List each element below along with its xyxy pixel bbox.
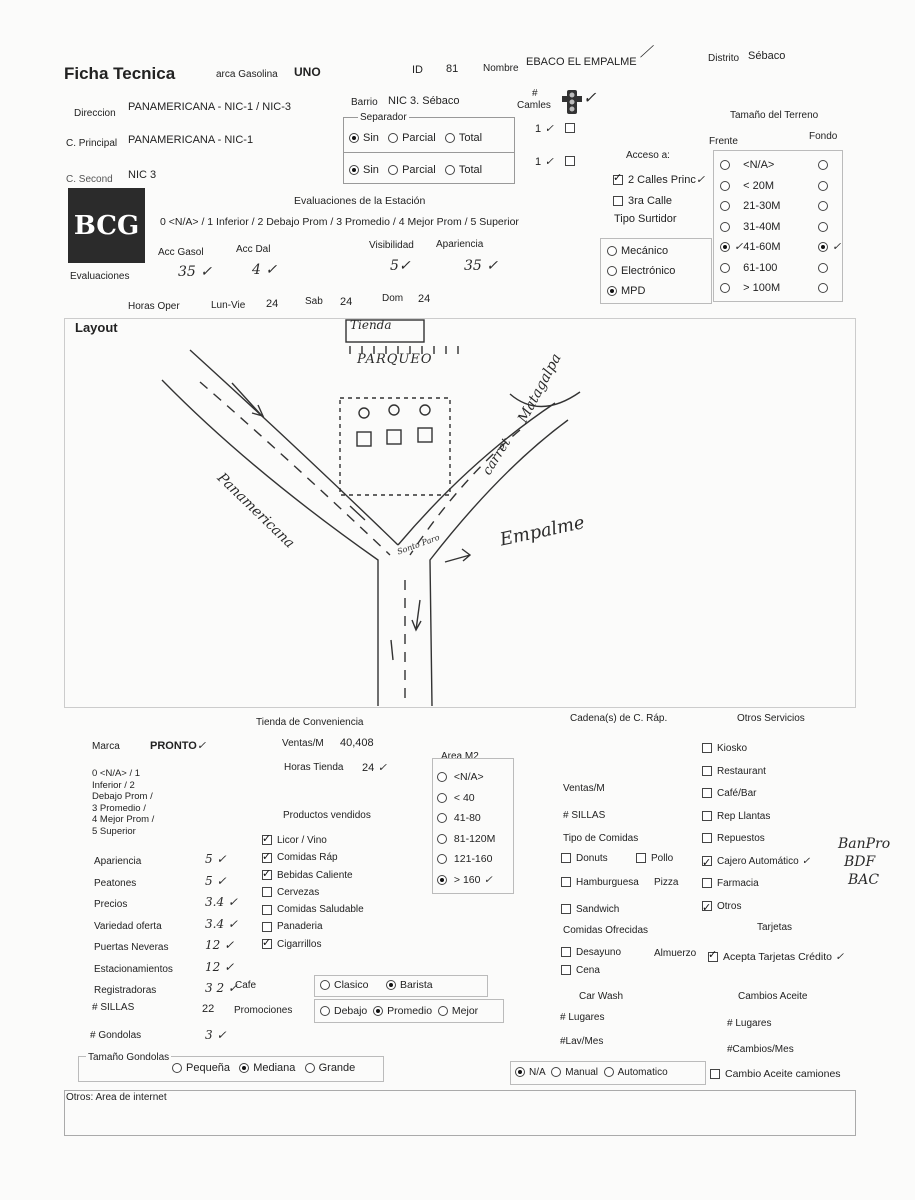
apariencia-label: Apariencia — [436, 239, 484, 250]
wash-na[interactable]: N/A — [515, 1067, 546, 1078]
id-label: ID — [412, 64, 423, 76]
page-title: Ficha Tecnica — [64, 64, 176, 83]
tipo-donuts[interactable]: Donuts — [561, 853, 608, 864]
fondo-radio[interactable]: ✓ — [818, 237, 841, 258]
tamano-mediana[interactable]: Mediana — [239, 1062, 295, 1074]
carretera-label: carret — [480, 435, 515, 478]
matagalpa-label: Matagalpa — [515, 351, 565, 426]
direccion-value: PANAMERICANA - NIC-1 / NIC-3 — [128, 101, 291, 113]
tienda-ratings-values: 5 ✓ 5 ✓ 3.4 ✓ 3.4 ✓ 12 ✓ 12 ✓ 3 2 ✓ — [205, 852, 238, 995]
area-option[interactable]: 81-120M — [437, 829, 495, 850]
evaluaciones-title: Evaluaciones de la Estación — [294, 195, 426, 207]
marca-label: arca Gasolina — [216, 69, 278, 80]
servicio-item[interactable]: Kiosko — [702, 738, 810, 761]
sep-parcial-1[interactable]: Parcial — [388, 132, 436, 144]
cafe-barista[interactable]: Barista — [386, 979, 433, 991]
sep-sin-1[interactable]: Sin — [349, 132, 379, 144]
area-option[interactable]: < 40 — [437, 788, 495, 809]
terreno-row[interactable]: > 100M — [720, 278, 781, 299]
tienda-marca-value: PRONTO✓ — [150, 739, 207, 752]
aceite-lugares: # Lugares — [727, 1018, 772, 1029]
visibilidad-label: Visibilidad — [369, 240, 414, 251]
servicio-item[interactable]: Restaurant — [702, 761, 810, 784]
tipo-hamburguesa[interactable]: Hamburguesa — [561, 877, 639, 888]
producto-item[interactable]: ✓Licor / Vino — [262, 832, 364, 849]
tipo-pollo[interactable]: Pollo — [636, 853, 673, 864]
acc-dal-value: 4 ✓ — [252, 262, 278, 278]
rating-label: Puertas Neveras — [94, 942, 169, 953]
comida-almuerzo: Almuerzo — [654, 948, 697, 959]
lunvie-value: 24 — [266, 298, 279, 310]
tamano-options — [172, 1062, 355, 1074]
surtidor-mpd[interactable]: MPD — [607, 285, 645, 297]
tienda-marca-label: Marca — [92, 741, 120, 752]
rating-value: 5 — [205, 873, 213, 888]
sillas-value: 22 — [202, 1003, 215, 1015]
marca-value: UNO — [294, 65, 321, 79]
horas-tienda-value: 24 ✓ — [362, 761, 387, 774]
sep-total-2[interactable]: Total — [445, 164, 482, 176]
tamano-gondolas-label: Tamaño Gondolas — [88, 1052, 170, 1063]
rating-label: Precios — [94, 899, 128, 910]
promo-promedio[interactable]: Promedio — [373, 1005, 432, 1017]
otros-title: Otros Servicios — [737, 713, 805, 724]
sillas-label: # SILLAS — [92, 1002, 135, 1013]
dom-label: Dom — [382, 293, 404, 304]
bank-list: BanPro BDF BAC — [838, 836, 891, 888]
servicio-item[interactable]: Farmacia — [702, 873, 810, 896]
distrito-label: Distrito — [708, 53, 740, 64]
principal-label: C. Principal — [66, 138, 118, 149]
tienda-label: Tienda — [350, 318, 392, 332]
dom-value: 24 — [418, 293, 431, 305]
servicio-item[interactable]: Rep Llantas — [702, 806, 810, 829]
comida-desayuno[interactable]: Desayuno — [561, 947, 621, 958]
gondolas-label: # Gondolas — [90, 1030, 142, 1041]
area-options — [437, 767, 495, 890]
ventas-label: Ventas/M — [282, 738, 324, 749]
acc-gasol-value: 35 ✓ — [178, 264, 213, 280]
bcg-logo: BCG — [68, 188, 145, 263]
terreno-row[interactable]: 61-100 — [720, 258, 781, 279]
rating-label: Estacionamientos — [94, 963, 173, 975]
terreno-frente: Frente — [709, 136, 738, 147]
rating-label: Peatones — [94, 877, 137, 889]
producto-item[interactable]: Cervezas — [262, 884, 364, 901]
separador-label: Separador — [360, 112, 407, 123]
acc-gasol-label: Acc Gasol — [158, 247, 204, 258]
check-mark: ⟋ — [640, 42, 652, 61]
rating-label: Apariencia — [94, 856, 142, 867]
producto-item[interactable]: ✓Bebidas Caliente — [262, 867, 364, 884]
carwash-lavmes: #Lav/Mes — [560, 1036, 604, 1047]
servicio-item[interactable]: ✓Cajero Automático ✓ — [702, 851, 810, 874]
promociones-label: Promociones — [234, 1005, 293, 1016]
camiles-label: Camles — [517, 100, 551, 111]
check-mark: ✓ — [583, 88, 597, 107]
rating-value: 3.4 — [205, 895, 225, 909]
cadena-title: Cadena(s) de C. Ráp. — [570, 713, 668, 724]
servicio-item[interactable]: ✓Otros — [702, 896, 810, 919]
otros-list — [702, 738, 810, 918]
producto-item[interactable]: ✓Comidas Ráp — [262, 849, 364, 866]
comidas-ofrecidas-label: Comidas Ofrecidas — [563, 925, 649, 936]
servicio-item[interactable]: Café/Bar — [702, 783, 810, 806]
row1-count: 1 ✓ — [535, 122, 554, 135]
sep-parcial-2[interactable]: Parcial — [388, 164, 436, 176]
second-label: C. Second — [66, 174, 113, 185]
rating-value: 12 — [205, 938, 221, 952]
id-value: 81 — [446, 63, 459, 75]
acceso-title: Acceso a: — [626, 150, 670, 161]
terreno-row[interactable]: 21-30M — [720, 196, 781, 217]
apariencia-value: 35 ✓ — [464, 258, 499, 274]
wash-automatico[interactable]: Automatico — [604, 1067, 668, 1078]
visibilidad-value: 5✓ — [390, 258, 411, 274]
evaluaciones-label: Evaluaciones — [70, 271, 130, 282]
rating-value: 12 — [205, 959, 221, 974]
tipo-sandwich[interactable]: Sandwich — [561, 904, 619, 915]
productos-title: Productos vendidos — [283, 810, 371, 821]
barrio-value: NIC 3. Sébaco — [388, 95, 460, 107]
area-title: Area M2 — [441, 751, 479, 762]
evaluaciones-scale: 0 <N/A> / 1 Inferior / 2 Debajo Prom / 3 Promedio / 4 Mejor Prom / 5 Superior — [160, 216, 519, 228]
otros-footer-box[interactable] — [64, 1090, 856, 1136]
terreno-fondo: Fondo — [809, 131, 838, 142]
acceso-tercera-calle[interactable]: 3ra Calle — [613, 195, 672, 207]
cadena-ventas-label: Ventas/M — [563, 783, 605, 794]
producto-item[interactable]: Comidas Saludable — [262, 901, 364, 918]
layout-title: Layout — [75, 320, 118, 335]
aceite-camiones[interactable]: Cambio Aceite camiones — [710, 1068, 841, 1080]
area-option[interactable]: 121-160 — [437, 849, 495, 870]
servicio-item[interactable]: Repuestos — [702, 828, 810, 851]
acepta-tarjetas[interactable]: ✓Acepta Tarjetas Crédito ✓ — [708, 951, 844, 963]
tienda-ratings-labels — [94, 851, 173, 1002]
tipo-comidas-label: Tipo de Comidas — [563, 833, 639, 844]
terreno-row[interactable]: ✓41-60M — [720, 237, 781, 258]
producto-item[interactable]: Panaderia — [262, 918, 364, 935]
tipo-surtidor-label: Tipo Surtidor — [614, 213, 677, 225]
principal-value: PANAMERICANA - NIC-1 — [128, 134, 254, 146]
aceite-title: Cambios Aceite — [738, 991, 808, 1002]
tienda-scale: 0 <N/A> / 1 Inferior / 2 Debajo Prom / 3 Promedio / 4 Mejor Prom / 5 Superior — [92, 768, 155, 837]
area-option[interactable]: > 160 ✓ — [437, 870, 495, 891]
footer-otros: Otros: Area de internet — [66, 1092, 167, 1103]
surtidor-mecanico[interactable]: Mecánico — [607, 245, 668, 257]
small-label: Sonto Paro — [396, 532, 441, 557]
carwash-title: Car Wash — [579, 991, 624, 1002]
wash-manual[interactable]: Manual — [551, 1067, 598, 1078]
promo-debajo[interactable]: Debajo — [320, 1005, 367, 1017]
tamano-grande[interactable]: Grande — [305, 1062, 356, 1074]
empalme-label: Empalme — [498, 512, 587, 551]
distrito-value: Sébaco — [748, 50, 786, 62]
sep-total-1[interactable]: Total — [445, 132, 482, 144]
ventas-value: 40,408 — [340, 737, 374, 749]
promo-mejor[interactable]: Mejor — [438, 1005, 478, 1017]
horas-label: Horas Oper — [128, 301, 180, 312]
tienda-title: Tienda de Conveniencia — [256, 717, 364, 728]
promo-options — [320, 1005, 478, 1017]
sab-value: 24 — [340, 296, 353, 308]
nombre-value: EBACO EL EMPALME — [526, 56, 637, 68]
terreno-row[interactable]: 31-40M — [720, 217, 781, 238]
cafe-label: Cafe — [235, 980, 257, 991]
parqueo-label: PARQUEO — [357, 352, 433, 367]
terreno-title: Tamaño del Terreno — [730, 110, 819, 121]
tamano-pequena[interactable]: Pequeña — [172, 1062, 230, 1074]
acceso-calles-princ[interactable]: ✓2 Calles Princ✓ — [613, 173, 705, 186]
aceite-cambios: #Cambios/Mes — [727, 1044, 794, 1055]
gondolas-value: 3 ✓ — [205, 1028, 227, 1042]
area-option[interactable]: 41-80 — [437, 808, 495, 829]
tipo-pizza: Pizza — [654, 877, 679, 888]
terreno-row[interactable]: < 20M — [720, 176, 781, 197]
cafe-options — [320, 979, 433, 991]
sab-label: Sab — [305, 296, 323, 307]
panamericana-label: Panamericana — [213, 470, 298, 552]
cafe-clasico[interactable]: Clasico — [320, 979, 368, 991]
row2-count: 1 ✓ — [535, 155, 554, 168]
horas-tienda-label: Horas Tienda — [284, 762, 344, 773]
second-value: NIC 3 — [128, 169, 157, 181]
rating-label: Registradoras — [94, 985, 157, 996]
surtidor-electronico[interactable]: Electrónico — [607, 265, 675, 277]
sep-sin-2[interactable]: Sin — [349, 164, 379, 176]
rating-value: 3.4 — [205, 916, 225, 931]
acc-dal-label: Acc Dal — [236, 244, 271, 255]
rating-value: 5 — [205, 852, 213, 866]
nombre-label: Nombre — [483, 63, 519, 74]
direccion-label: Direccion — [74, 108, 116, 119]
lunvie-label: Lun-Vie — [211, 300, 246, 311]
footer-otros-value: Area de internet — [95, 1092, 167, 1103]
terreno-row[interactable]: <N/A> — [720, 155, 781, 176]
producto-item[interactable]: ✓Cigarrillos — [262, 936, 364, 953]
tarjetas-title: Tarjetas — [757, 922, 793, 933]
productos-list — [262, 832, 364, 953]
rating-value: 3 2 — [205, 981, 225, 995]
camiles-hash: # — [532, 88, 538, 99]
cadena-sillas-label: # SILLAS — [563, 810, 606, 821]
rating-label: Variedad oferta — [94, 920, 162, 932]
area-option[interactable]: <N/A> — [437, 767, 495, 788]
comida-cena[interactable]: Cena — [561, 965, 600, 976]
wash-options — [515, 1067, 668, 1078]
carwash-lugares: # Lugares — [560, 1012, 605, 1023]
barrio-label: Barrio — [351, 97, 378, 108]
